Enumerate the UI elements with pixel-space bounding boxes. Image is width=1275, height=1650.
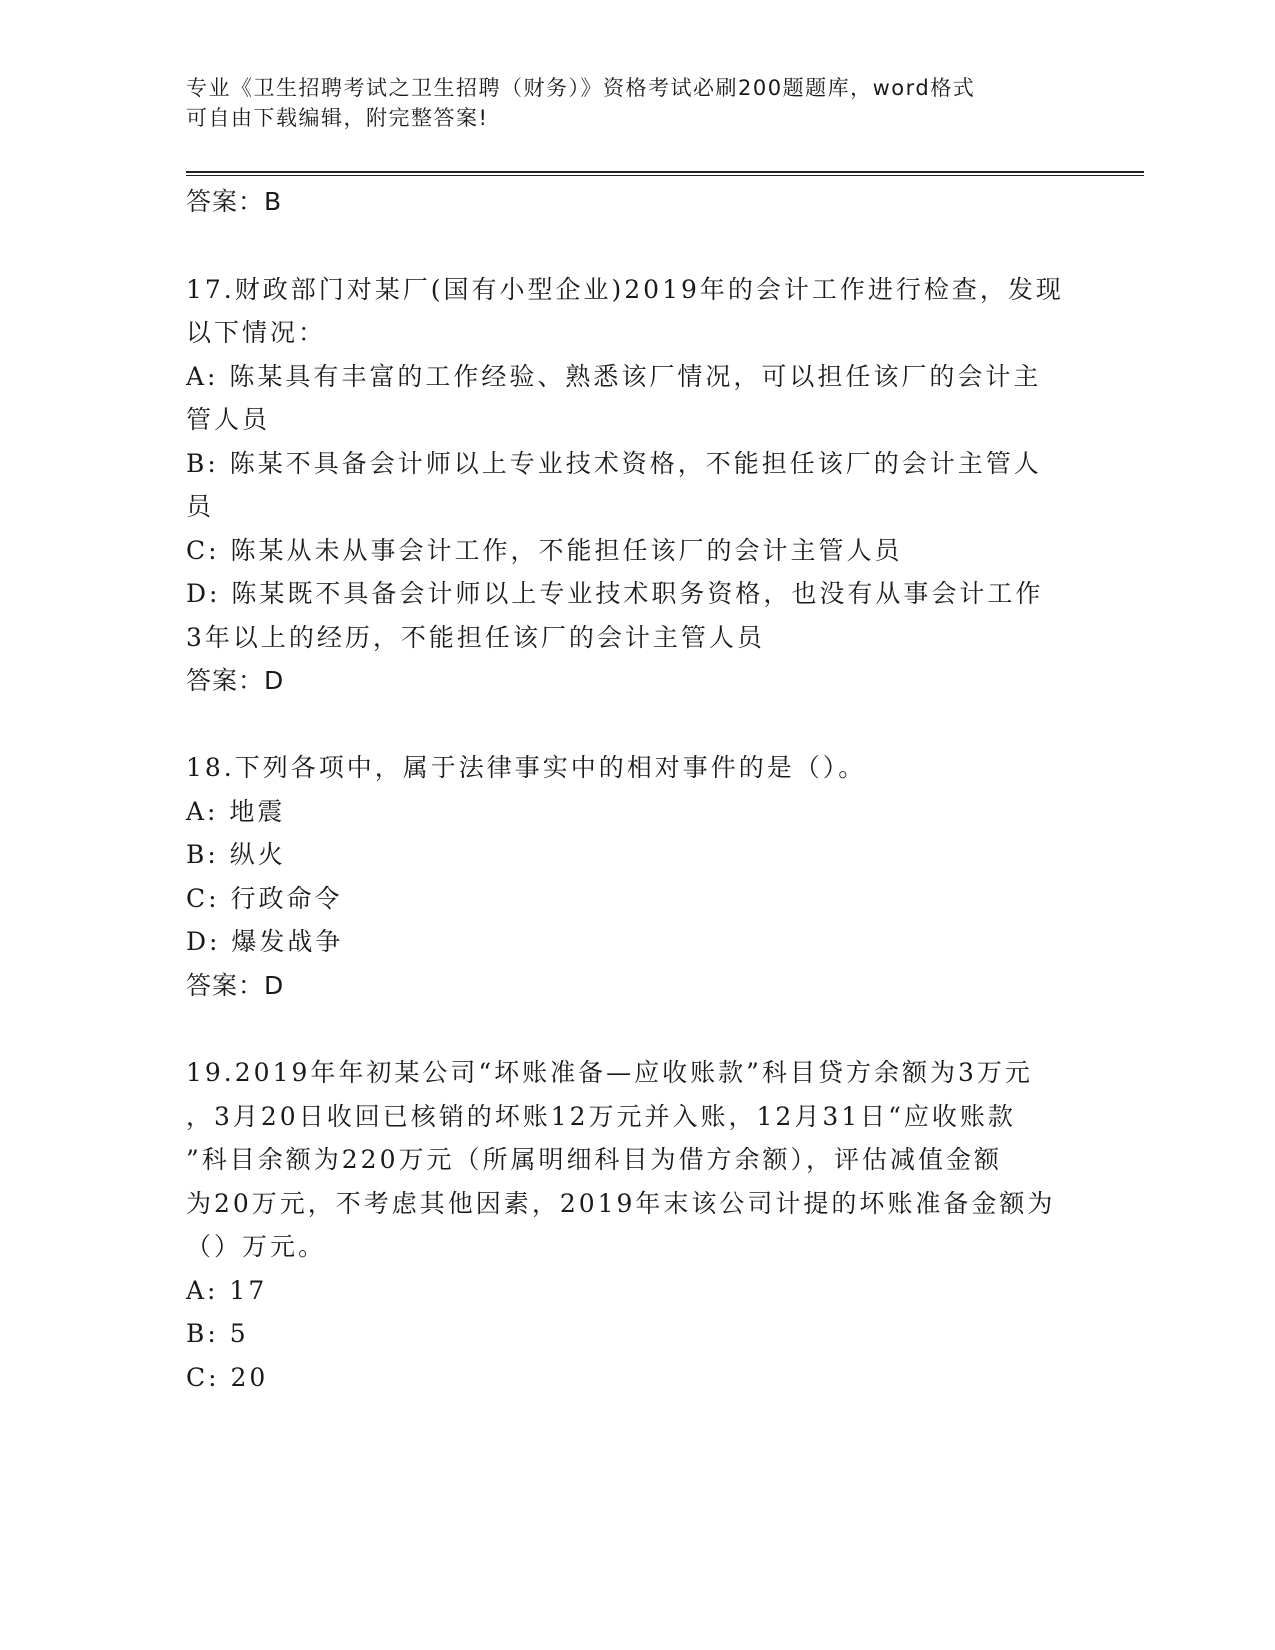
q17-option-d-line-1: D: 陈某既不具备会计师以上专业技术职务资格，也没有从事会计工作 [186, 579, 1044, 608]
q18-option-d: D: 爆发战争 [186, 927, 344, 956]
header-divider-thin [186, 175, 1144, 176]
q17-stem-line-2: 以下情况： [186, 318, 327, 347]
q18-stem: 18.下列各项中，属于法律事实中的相对事件的是（）。 [186, 753, 867, 782]
q18-option-b: B: 纵火 [186, 840, 286, 869]
previous-answer: 答案：B [186, 187, 283, 216]
q17-stem-line-1: 17.财政部门对某厂(国有小型企业)2019年的会计工作进行检查，发现 [186, 275, 1064, 304]
q19-option-c: C: 20 [186, 1363, 269, 1392]
q19-stem-line-2: ，3月20日收回已核销的坏账12万元并入账，12月31日“应收账款 [186, 1102, 1016, 1131]
q19-option-a: A: 17 [186, 1276, 268, 1305]
header-divider [186, 171, 1144, 173]
q18-option-c: C: 行政命令 [186, 884, 343, 913]
q18-answer: 答案：D [186, 971, 285, 1000]
q19-stem-line-1: 19.2019年年初某公司“坏账准备—应收账款”科目贷方余额为3万元 [186, 1058, 1033, 1087]
q17-option-a-line-2: 管人员 [186, 405, 271, 434]
q19-option-b: B: 5 [186, 1319, 249, 1348]
q17-option-a-line-1: A: 陈某具有丰富的工作经验、熟悉该厂情况，可以担任该厂的会计主 [186, 362, 1042, 391]
q17-option-d-line-2: 3年以上的经历，不能担任该厂的会计主管人员 [186, 623, 765, 652]
q17-option-b-line-2: 员 [186, 492, 215, 521]
q19-stem-line-3: ”科目余额为220万元（所属明细科目为借方余额），评估减值金额 [186, 1145, 1003, 1174]
header-title-line-2: 可自由下载编辑，附完整答案! [186, 106, 489, 130]
q19-stem-line-4: 为20万元，不考虑其他因素，2019年末该公司计提的坏账准备金额为 [186, 1189, 1056, 1218]
q17-option-c: C: 陈某从未从事会计工作，不能担任该厂的会计主管人员 [186, 536, 903, 565]
q19-stem-line-5: （）万元。 [186, 1232, 327, 1261]
q17-option-b-line-1: B: 陈某不具备会计师以上专业技术资格，不能担任该厂的会计主管人 [186, 449, 1042, 478]
header-title-line-1: 专业《卫生招聘考试之卫生招聘（财务）》资格考试必刷200题题库，word格式 [186, 76, 976, 100]
q17-answer: 答案：D [186, 666, 285, 695]
q18-option-a: A: 地震 [186, 797, 286, 826]
